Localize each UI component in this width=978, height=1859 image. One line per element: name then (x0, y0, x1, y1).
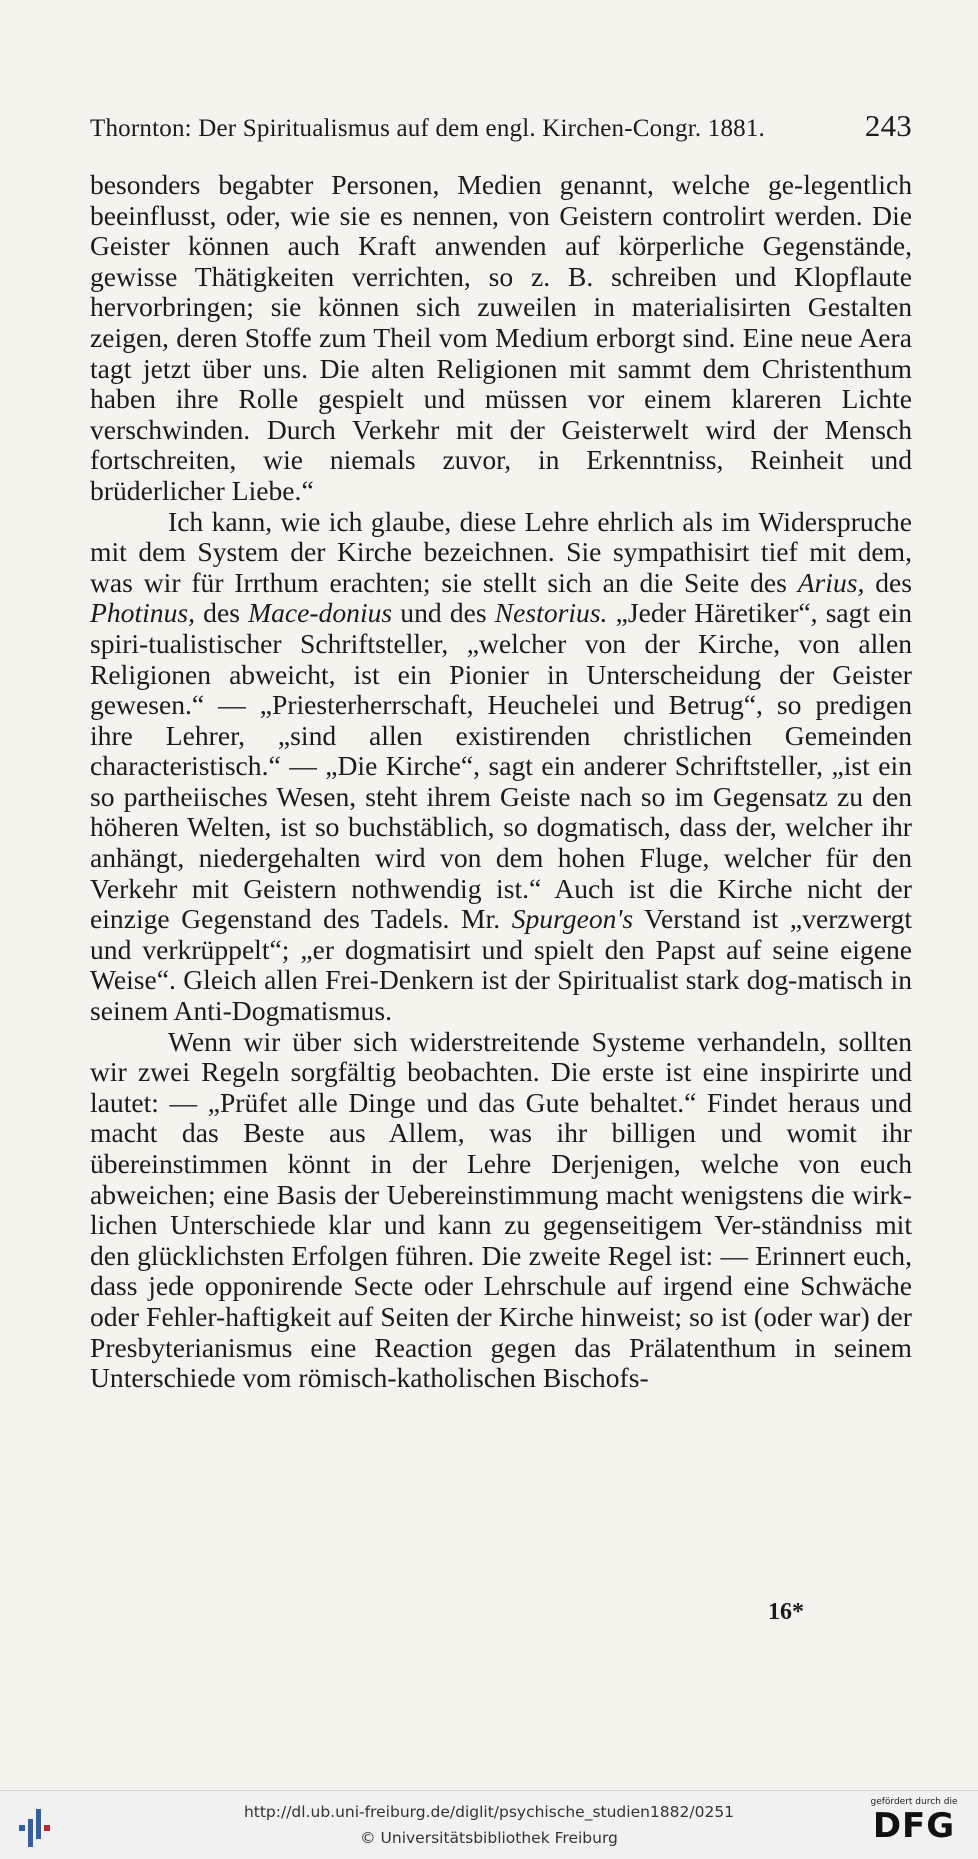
viewer-footer (0, 1790, 978, 1859)
name-spurgeon: Spurgeon's (511, 903, 634, 935)
paragraph-3-text: Wenn wir über sich widerstreitende Systeme verhandeln, sollten wir zwei Regeln sorgfältig beobachten. Die erste ist eine inspirirte und lautet: — „Prüfet alle Dinge und das Gute behaltet.“ Findet heraus und macht das Beste aus Allem, was ihr billigen und womit ihr übereinstimmen könnt in der Lehre Derjenigen, welche von euch abweichen; eine Basis der Uebereinstimmung macht wenigstens die wirk-lichen Unterschiede klar und kann zu gegenseitigem Ver-ständniss mit den glücklichsten Erfolgen führen. Die zweite Regel ist: — Erinnert euch, dass jede opponirende Secte oder Lehrschule auf irgend eine Schwäche oder Fehler-haftigkeit auf Seiten der Kirche hinweist; so ist (oder war) der Presbyterianismus eine Reaction gegen das Prälatenthum in seinem Unterschiede vom römisch-katholischen Bischofs- (90, 1025, 912, 1394)
p2-text-6: Verstand ist „verzwergt und verkrüppelt“; „er dogmatisirt und spielt den Papst auf seine eigene Weise“. Gleich allen Frei-Denkern ist der Spiritualist stark dog-matisch in seinem Anti-Dogmatismus. (90, 903, 912, 1027)
p2-text-2: des (864, 566, 913, 598)
running-head (90, 108, 912, 144)
p2-text-1: Ich kann, wie ich glaube, diese Lehre ehrlich als im Widerspruche mit dem System der Kirche bezeichnen. Sie sympathisirt tief mit dem, was wir für Irrthum erachten; sie stellt sich an die Seite des (90, 505, 912, 598)
running-head-title: Thornton: Der Spiritualismus auf dem engl. Kirchen-Congr. 1881. (90, 115, 765, 142)
funded-by-label: gefördert durch die (870, 1797, 958, 1807)
page-url[interactable]: http://dl.ub.uni-freiburg.de/diglit/psychische_studien1882/0251 (243, 1803, 735, 1821)
paragraph-3 (90, 1027, 912, 1394)
body-text (90, 170, 912, 1394)
p2-text-5: „Jeder Häretiker“, sagt ein spiri-tualistischer Schriftsteller, „welcher von der Kirche, von allen Religionen abweicht, ist ein Pionier in Unterscheidung der Geister gewesen.“ — „Priesterherrschaft, Heuchelei und Betrug“, so predigen ihre Lehrer, „sind allen existirenden christlichen Gemeinden characteristisch.“ — „Die Kirche“, sagt ein anderer Schriftsteller, „ist ein so partheiisches Wesen, steht ihrem Geiste nach so im Gegensatz zu den höheren Welten, ist so buchstäblich, so dogmatisch, dass der, welcher ihr anhängt, niedergehalten wird von dem hohen Fluge, welcher für den Verkehr mit Geistern nothwendig ist.“ Auch ist die Kirche nicht der einzige Gegenstand des Tadels. Mr. (90, 597, 912, 935)
dfg-logo: DFG (872, 1806, 956, 1846)
name-photinus: Photinus, (90, 597, 196, 629)
page-number: 243 (864, 108, 912, 143)
name-arius: Arius, (797, 566, 865, 598)
p2-text-3: des (195, 597, 249, 629)
copyright-notice: © Universitätsbibliothek Freiburg (360, 1829, 618, 1847)
paragraph-1 (90, 170, 912, 507)
p2-text-4: und des (392, 597, 495, 629)
name-macedonius: Mace-donius (248, 597, 393, 629)
paragraph-1-text: besonders begabter Personen, Medien genannt, welche ge-legentlich beeinflusst, oder, wie sie es nennen, von Geistern controlirt werden. Die Geister können auch Kraft anwenden auf körperliche Gegenstände, gewisse Thätigkeiten verrichten, so z. B. schreiben und Klopflaute hervorbringen; sie können sich zuweilen in materialisirten Gestalten zeigen, deren Stoffe zum Theil vom Medium erborgt sind. Eine neue Aera tagt jetzt über uns. Die alten Religionen mit sammt dem Christenthum haben ihre Rolle gespielt und müssen vor einem klareren Lichte verschwinden. Durch Verkehr mit der Geisterwelt wird der Mensch fortschreiten, wie niemals zuvor, in Erkenntniss, Reinheit und brüderlicher Liebe.“ (90, 169, 912, 506)
name-nestorius: Nestorius. (494, 597, 608, 629)
paragraph-2 (90, 507, 912, 1027)
signature-mark: 16* (768, 1599, 804, 1625)
funding-notice (864, 1797, 964, 1845)
